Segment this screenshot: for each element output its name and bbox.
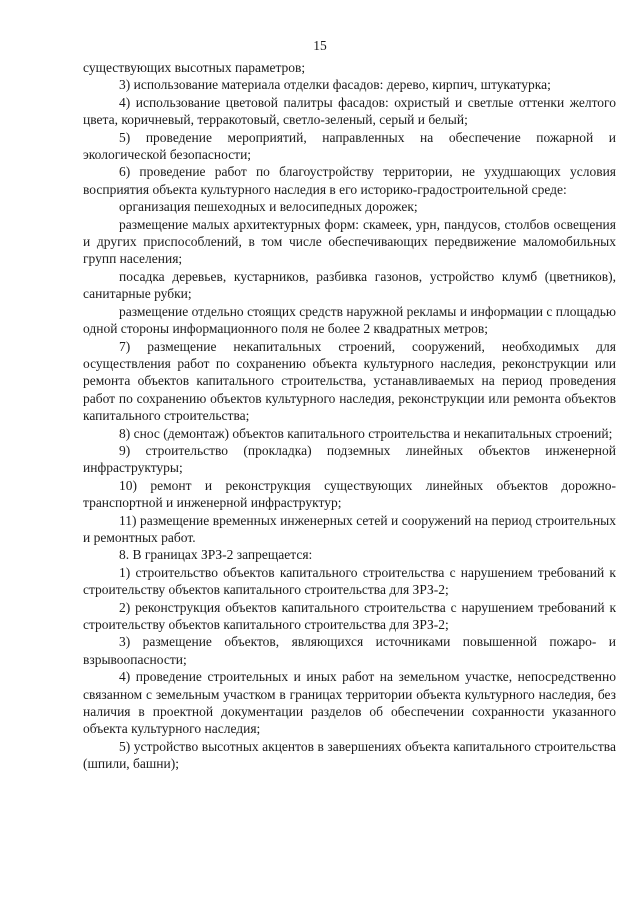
paragraph: 3) использование материала отделки фасадов: дерево, кирпич, штукатурка; xyxy=(119,77,551,93)
paragraph: размещение малых архитектурных форм: скамеек, урн, пандусов, столбов освещения и других приспособлений, в том числе обеспечивающих передвижение маломобильных групп населения; xyxy=(83,216,616,267)
paragraph: 7) размещение некапитальных строений, сооружений, необходимых для осуществления работ по сохранению объекта культурного наследия, реконструкции или ремонта объектов капитального строительства, устанавливаемых на период проведения работ по сохранению объектов культурного наследия, реконструкции или ремонта объектов капитального строительства; xyxy=(83,338,616,424)
paragraph: 4) проведение строительных и иных работ на земельном участке, непосредственно связанном с земельным участком в границах территории объекта культурного наследия, без наличия в проектной документации разделов об обеспечении сохранности указанного объекта культурного наследия; xyxy=(83,669,616,737)
paragraph: существующих высотных параметров; xyxy=(83,60,306,75)
paragraph: 4) использование цветовой палитры фасадов: охристый и светлые оттенки желтого цвета, коричневый, терракотовый, светло-зеленый, серый и белый; xyxy=(83,94,616,128)
paragraph: 6) проведение работ по благоустройству территории, не ухудшающих условия восприятия объекта культурного наследия в его историко-градостроительной среде: xyxy=(83,164,616,197)
page-number: 15 xyxy=(313,38,327,53)
paragraph: 9) строительство (прокладка) подземных линейных объектов инженерной инфраструктуры; xyxy=(83,442,616,476)
paragraph: 3) размещение объектов, являющихся источниками повышенной пожаро- и взрывоопасности; xyxy=(83,634,616,667)
paragraph: организация пешеходных и велосипедных дорожек; xyxy=(119,199,418,215)
paragraph: 11) размещение временных инженерных сетей и сооружений на период строительных и ремонтных работ. xyxy=(83,512,616,545)
paragraph: 5) устройство высотных акцентов в завершениях объекта капитального строительства (шпили, башни); xyxy=(83,738,616,772)
paragraph: посадка деревьев, кустарников, разбивка газонов, устройство клумб (цветников), санитарные рубки; xyxy=(83,268,616,302)
section-heading: 8. В границах ЗРЗ-2 запрещается: xyxy=(119,547,313,563)
paragraph: 8) снос (демонтаж) объектов капитального строительства и некапитальных строений; xyxy=(119,425,613,441)
document-body xyxy=(83,59,616,773)
paragraph: 1) строительство объектов капитального строительства с нарушением требований к строительству объектов капитального строительства для ЗРЗ-2; xyxy=(83,564,616,598)
paragraph: 10) ремонт и реконструкция существующих линейных объектов дорожно-транспортной и инженерной инфраструктур; xyxy=(83,477,616,511)
paragraph: 5) проведение мероприятий, направленных на обеспечение пожарной и экологической безопасности; xyxy=(83,129,616,163)
paragraph: размещение отдельно стоящих средств наружной рекламы и информации с площадью одной стороны информационного поля не более 2 квадратных метров; xyxy=(83,303,616,337)
paragraph: 2) реконструкция объектов капитального строительства с нарушением требований к строительству объектов капитального строительства для ЗРЗ-2; xyxy=(83,599,616,632)
